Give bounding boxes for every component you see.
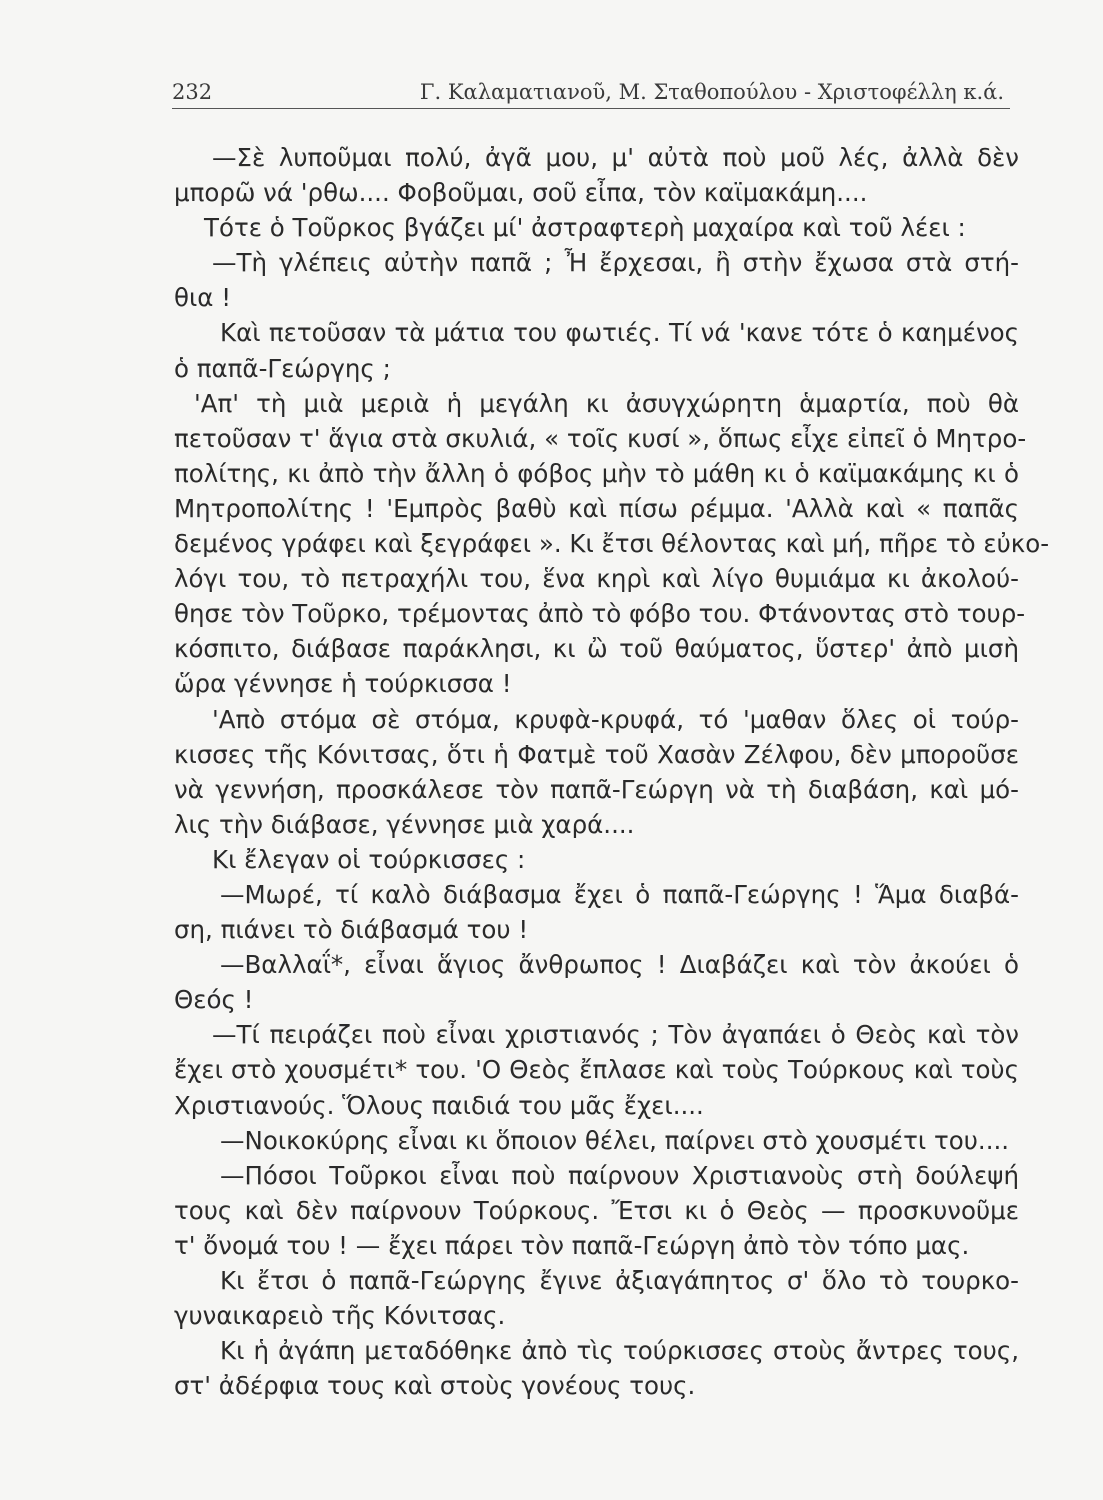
- text-line: —Τὴ γλέπεις αὐτὴν παπᾶ ; Ἦ ἔρχεσαι, ἢ στὴν ἔχωσα στὰ στή-: [212, 248, 1019, 278]
- text-line: λις τὴν διάβασε, γέννησε μιὰ χαρά....: [174, 809, 635, 839]
- text-line: κόσπιτο, διάβασε παράκλησι, κι ὢ τοῦ θαύματος, ὕστερ' ἀπὸ μισὴ: [174, 634, 1019, 664]
- text-line: Κι ἔτσι ὁ παπᾶ-Γεώργης ἔγινε ἀξιαγάπητος σ' ὅλο τὸ τουρκο-: [220, 1266, 1019, 1295]
- text-line: Θεός !: [174, 985, 254, 1015]
- text-line: τους καὶ δὲν παίρνουν Τούρκους. Ἔτσι κι ὁ Θεὸς — προσκυνοῦμε: [174, 1195, 1019, 1225]
- text-line: ὁ παπᾶ-Γεώργης ;: [174, 353, 391, 383]
- text-line: πετοῦσαν τ' ἅγια στὰ σκυλιά, « τοῖς κυσί », ὅπως εἶχε εἰπεῖ ὁ Μητρο-: [174, 423, 1027, 453]
- text-line: —Τί πειράζει ποὺ εἶναι χριστιανός ; Τὸν ἀγαπάει ὁ Θεὸς καὶ τὸν: [212, 1020, 1019, 1050]
- text-line: —Βαλλαΐ*, εἶναι ἅγιος ἄνθρωπος ! Διαβάζει καὶ τὸν ἀκούει ὁ: [220, 950, 1019, 980]
- text-line: στ' ἀδέρφια τους καὶ στοὺς γονέους τους.: [174, 1371, 696, 1401]
- running-head-authors: Γ. Καλαματιανοῦ, Μ. Σταθοπούλου - Χριστοφέλλη κ.ά.: [419, 80, 1004, 104]
- text-line: 'Απὸ στόμα σὲ στόμα, κρυφὰ-κρυφά, τό 'μαθαν ὅλες οἱ τούρ-: [212, 704, 1019, 734]
- text-line: πολίτης, κι ἀπὸ τὴν ἄλλη ὁ φόβος μὴν τὸ μάθη κι ὁ καϊμακάμης κι ὁ: [174, 458, 1019, 488]
- text-line: Κι ἔλεγαν οἱ τούρκισσες :: [212, 844, 526, 874]
- text-line: νὰ γεννήση, προσκάλεσε τὸν παπᾶ-Γεώργη νὰ τὴ διαβάση, καὶ μό-: [174, 774, 1019, 804]
- text-line: Μητροπολίτης ! 'Εμπρὸς βαθὺ καὶ πίσω ρέμμα. 'Αλλὰ καὶ « παπᾶς: [174, 493, 1019, 523]
- text-line: Τότε ὁ Τοῦρκος βγάζει μί' ἀστραφτερὴ μαχαίρα καὶ τοῦ λέει :: [204, 213, 966, 243]
- running-head: [172, 74, 1004, 108]
- text-line: ἔχει στὸ χουσμέτι* του. 'Ο Θεὸς ἔπλασε καὶ τοὺς Τούρκους καὶ τοὺς: [174, 1055, 1019, 1085]
- text-line: λόγι του, τὸ πετραχήλι του, ἕνα κηρὶ καὶ λίγο θυμιάμα κι ἀκολού-: [174, 564, 1019, 594]
- text-line: Χριστιανούς. Ὅλους παιδιά του μᾶς ἔχει....: [174, 1090, 704, 1120]
- text-line: θια !: [174, 283, 232, 313]
- text-line: Κι ἡ ἀγάπη μεταδόθηκε ἀπὸ τὶς τούρκισσες στοὺς ἄντρες τους,: [220, 1336, 1019, 1366]
- text-line: θησε τὸν Τοῦρκο, τρέμοντας ἀπὸ τὸ φόβο του. Φτάνοντας στὸ τουρ-: [174, 599, 1026, 629]
- text-line: τ' ὄνομά του ! — ἔχει πάρει τὸν παπᾶ-Γεώργη ἀπὸ τὸν τόπο μας.: [174, 1230, 970, 1260]
- text-line: 'Απ' τὴ μιὰ μεριὰ ἡ μεγάλη κι ἀσυγχώρητη ἁμαρτία, ποὺ θὰ: [194, 388, 1019, 418]
- text-line: κισσες τῆς Κόνιτσας, ὅτι ἡ Φατμὲ τοῦ Χασὰν Ζέλφου, δὲν μποροῦσε: [174, 739, 1019, 769]
- text-line: —Μωρέ, τί καλὸ διάβασμα ἔχει ὁ παπᾶ-Γεώργης ! Ἅμα διαβά-: [220, 879, 1019, 909]
- text-line: —Σὲ λυποῦμαι πολύ, ἀγᾶ μου, μ' αὐτὰ ποὺ μοῦ λές, ἀλλὰ δὲν: [212, 143, 1019, 172]
- text-line: —Πόσοι Τοῦρκοι εἶναι ποὺ παίρνουν Χριστιανοὺς στὴ δούλεψή: [220, 1160, 1019, 1190]
- text-line: δεμένος γράφει καὶ ξεγράφει ». Κι ἔτσι θέλοντας καὶ μή, πῆρε τὸ εὐκο-: [174, 529, 1050, 559]
- text-line: γυναικαρειὸ τῆς Κόνιτσας.: [174, 1301, 506, 1331]
- text-line: Καὶ πετοῦσαν τὰ μάτια του φωτιές. Τί νά 'κανε τότε ὁ καημένος: [220, 318, 1019, 348]
- text-line: ση, πιάνει τὸ διάβασμά του !: [174, 915, 529, 945]
- text-line: ὥρα γέννησε ἡ τούρκισσα !: [174, 669, 512, 699]
- page-number: 232: [172, 80, 213, 104]
- header-rule: [172, 108, 1010, 109]
- text-line: μπορῶ νά 'ρθω.... Φοβοῦμαι, σοῦ εἶπα, τὸν καϊμακάμη....: [174, 178, 868, 208]
- body-text: [174, 140, 1050, 1403]
- text-line: —Νοικοκύρης εἶναι κι ὅποιον θέλει, παίρνει στὸ χουσμέτι του....: [220, 1125, 1010, 1155]
